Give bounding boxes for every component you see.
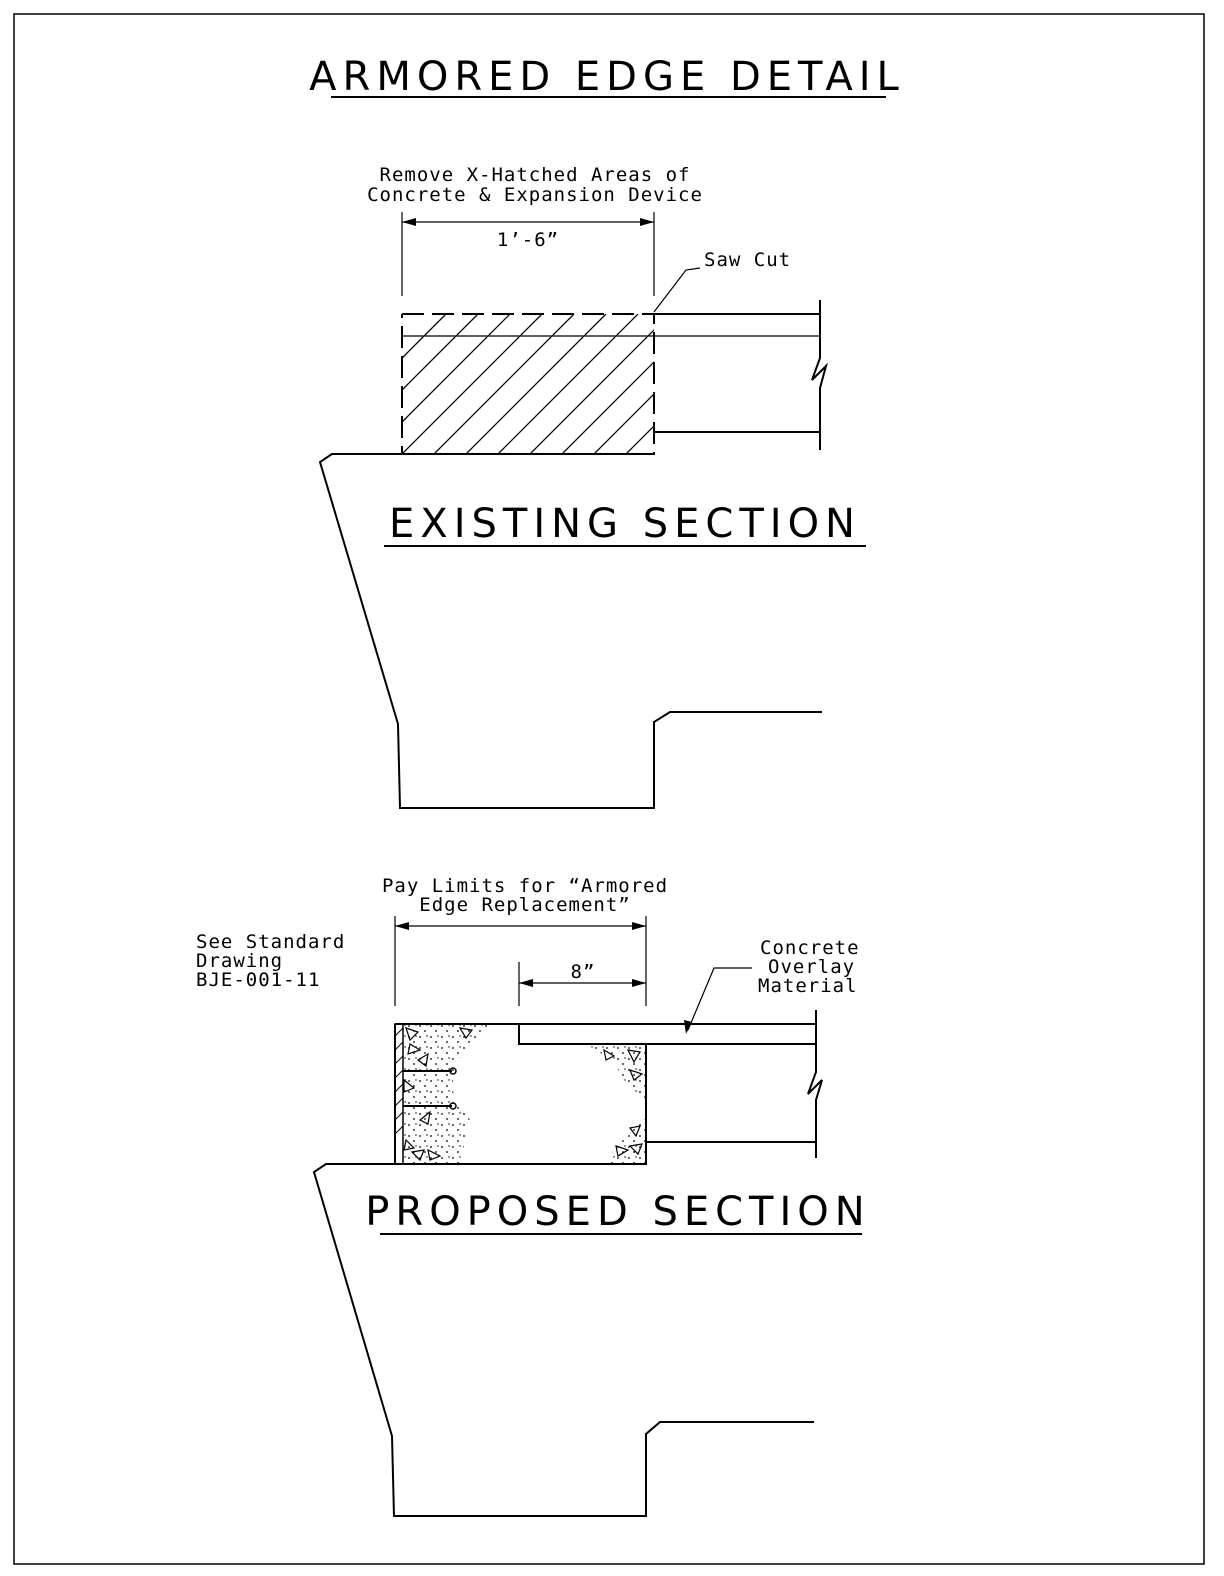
- pay-dim-arrow-left: [395, 922, 409, 930]
- saw-cut-label: Saw Cut: [704, 249, 792, 271]
- eight-dim-arrow-right: [632, 979, 646, 987]
- std-drawing-line1: See Standard: [196, 931, 346, 953]
- overlay-line1: Concrete: [760, 937, 860, 959]
- pay-limits-line1: Pay Limits for “Armored: [381, 875, 669, 897]
- proposed-section: [196, 875, 871, 1516]
- existing-break-line: [812, 300, 826, 450]
- sheet-border: [14, 14, 1204, 1564]
- existing-dimension-label: 1’-6”: [496, 229, 560, 251]
- pay-limits-line2: Edge Replacement”: [419, 894, 631, 916]
- std-drawing-line3: BJE-001-11: [196, 969, 321, 991]
- existing-dim-arrow-left: [402, 218, 416, 226]
- overlay-leader-arrow: [684, 1020, 692, 1034]
- remove-note-line2: Concrete & Expansion Device: [367, 184, 703, 206]
- eight-dim-arrow-left: [519, 979, 533, 987]
- overlay-line3: Material: [758, 975, 858, 997]
- existing-section-heading: EXISTING SECTION: [389, 501, 861, 547]
- overlay-leader: [688, 968, 752, 1030]
- remove-note-line1: Remove X-Hatched Areas of: [379, 164, 691, 186]
- main-title: ARMORED EDGE DETAIL: [309, 54, 905, 100]
- existing-section: [320, 164, 866, 808]
- eight-dimension-label: 8”: [570, 961, 596, 983]
- saw-cut-leader: [654, 268, 700, 312]
- proposed-break-line: [808, 1010, 822, 1158]
- existing-dim-arrow-right: [640, 218, 654, 226]
- pay-dim-arrow-right: [632, 922, 646, 930]
- std-drawing-line2: Drawing: [196, 950, 284, 972]
- proposed-section-heading: PROPOSED SECTION: [365, 1189, 871, 1235]
- overlay-line2: Overlay: [768, 956, 856, 978]
- armored-edge-block: [395, 1024, 646, 1164]
